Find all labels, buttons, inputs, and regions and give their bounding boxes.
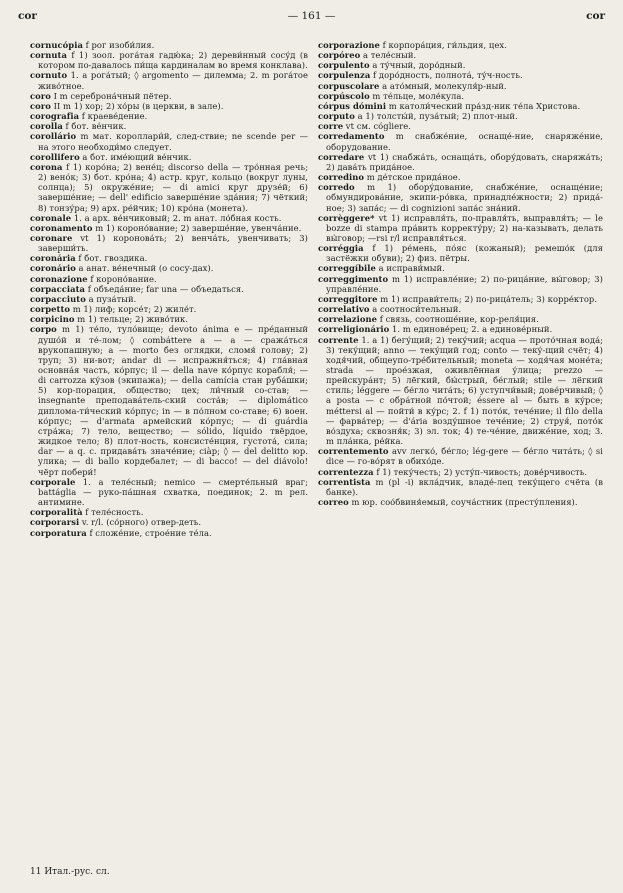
dictionary-entry [30,111,308,121]
dictionary-entry [318,213,603,243]
entry-headword: coronária [30,253,76,264]
dictionary-entry [318,101,603,111]
entry-definition: m 1) те́ло, туло́вище; devoto ánima e — пре́данный душо́й и те́-лом; ◊ combáttere a — a — сража́ться врукопашную; a — morto без оглядки, сломя́ голову; 2) труп; 3) ни-вот; andar di — испражня́ться; 4) гла́вная основна́я часть, ко́рпус; il — della nave ко́рпус корабля́; — di carrozza ку́зов (экипажа); — della camícia стан руба́шки; 5) кор-порация, общество; цех; ли́чный со-став; — insegnante преподава́тель-ский соста́в; — diplomático диплома-ти́ческий ко́рпус; in — в по́лном со-ставе; 6) воен. ко́рпус; — d'armata армейский ко́рпус; — di guárdia стра́жа; 7) тело, вещество; — sólido, líquido твёрдое, жидкое тело; 8) плот-ность, консисте́нция, густота́, сила; dar — a q. c. придава́ть значе́ние; ciàp; ◊ — del delitto юр. улика; — di ballo кордебалет; — di bacco! — del diávolo! чёрт побери́! [38,324,308,477]
entry-headword: coronazione [30,273,88,284]
entry-definition: a бот. име́ющий ве́нчик. [79,151,192,162]
dictionary-entry [30,517,308,527]
dictionary-entry [30,294,308,304]
dictionary-entry [30,162,308,213]
dictionary-entry [30,101,308,111]
entry-definition: f связь, соотноше́ние, кор-реля́ция. [377,314,539,325]
dictionary-entry [318,152,603,172]
entry-definition: a 1) толсты́й, пуза́тый; 2) плот-ный. [354,111,518,122]
dictionary-entry [318,121,603,131]
entry-headword: corredo [318,182,355,193]
entry-definition: f корпора́ция, ги́льдия, цех. [379,40,507,50]
entry-definition: vt см. cógliere. [343,121,411,132]
entry-definition: m снабже́ние, оснаще́-ние, снаряже́ние, оборудование. [326,131,603,152]
entry-definition: m 1) лиф; корсе́т; 2) жиле́т. [70,304,197,315]
entry-headword: correggitore [318,293,378,304]
entry-definition: m католи́ческий пра́зд-ник те́ла Христова. [386,100,581,111]
entry-definition: f объеда́ние; far una — объедаться. [85,283,244,294]
dictionary-entry [318,172,603,182]
entry-definition: a исправи́мый. [375,263,445,274]
entry-definition: a анат. ве́нечный (о сосу-дах). [75,263,214,274]
entry-headword: correntezza [318,466,374,477]
dictionary-entry [318,131,603,151]
right-column [318,40,603,507]
dictionary-entry [318,50,603,60]
entry-definition: a ато́мный, молекуля́р-ный. [379,80,507,91]
entry-definition: f короно́вание. [87,273,157,284]
entry-headword: corollário [30,131,77,142]
dictionary-entry [318,324,603,334]
entry-headword: cornuto [30,70,68,81]
entry-definition: m де́тское прида́ное. [364,172,461,183]
footer-signature: 11 Итал.-рус. сл. [30,867,110,877]
entry-headword: cornuta [30,50,67,61]
entry-definition: m юр. соо́бвиня́емый, соуча́стник (престу́пления). [348,497,578,508]
dictionary-entry [30,284,308,294]
entry-definition: vt 1) исправля́ть, по-правля́ть, выправля́ть; — le bozze di stampa пра́вить корректу́ру; 2) на-казывать, делать вы́говор; —rsi r/l исправля́ться. [326,212,603,243]
entry-headword: correggimento [318,273,389,284]
entry-definition: 1. m единове́рец; 2. a единове́рный. [389,324,553,335]
entry-headword: corredino [318,172,365,183]
dictionary-entry [30,50,308,70]
entry-definition: f бот. гвоздика. [75,253,148,264]
entry-headword: corporale [30,476,76,487]
dictionary-entry [318,467,603,477]
entry-headword: correo [318,497,349,508]
entry-headword: corporarsi [30,517,80,528]
dictionary-entry [30,233,308,253]
dictionary-entry [318,335,603,447]
entry-headword: corrèggere* [318,212,375,223]
entry-headword: coronale [30,212,72,223]
entry-definition: m те́льце, моле́кула. [369,90,465,101]
entry-definition: f 1) коро́на; 2) вене́ц; discorso della — тро́нная речь; 2) вено́к; 3) бот. кро́на; 4) астр. круг, кольцо (вокруг луны, солнца); 5) окруже́ние; — di amici круг друзе́й; 6) заверше́ние; — dell' edificio заверше́ние зда́ния; 7) чёткий; 8) тонзу́ра; 9) арх. ре́йчик; 10) кро́на (монета). [38,161,308,213]
entry-headword: corpulenza [318,70,371,81]
dictionary-entry [318,477,603,497]
entry-definition: f теле́сность. [82,507,144,518]
entry-headword: corpo [30,324,57,335]
entry-definition: f бот. ве́нчик. [62,121,127,132]
dictionary-entry [30,253,308,263]
entry-headword: correlativo [318,304,370,315]
dictionary-entry [30,131,308,151]
entry-headword: corollifero [30,151,80,162]
entry-headword: corredamento [318,131,385,142]
dictionary-entry [30,223,308,233]
entry-headword: corpóreo [318,50,361,61]
dictionary-entry [318,40,603,50]
header-left-guide-word: cor [18,10,37,22]
page-number: — 161 — [287,10,336,22]
entry-definition: vt 1) снабжа́ть, оснаща́ть, обору́довать, снаряжа́ть; 2) дава́ть прида́ное. [326,151,603,172]
dictionary-entry [318,263,603,273]
entry-definition: 1. a арх. ве́нчиковый; 2. m анат. ло́бная кость. [71,212,282,223]
entry-definition: m 1) исправле́ние; 2) по-рица́ние, вы́говор; 3) управле́ние. [326,273,603,294]
entry-definition: vt 1) коронова́ть; 2) венча́ть, увенчивать; 3) заверши́ть. [38,232,308,254]
entry-definition: I m сереброна́чный пётер. [50,90,172,101]
dictionary-entry [30,40,308,50]
entry-headword: corputo [318,111,355,122]
entry-headword: corpacciata [30,283,86,294]
dictionary-entry [30,507,308,517]
entry-definition: a теле́сный. [360,50,417,61]
dictionary-entry [30,91,308,101]
entry-definition: m 1) короно́вание; 2) заверше́ние, увенча́ние. [92,222,302,233]
dictionary-entry [30,213,308,223]
dictionary-entry [30,263,308,273]
entry-headword: corpicino [30,314,75,325]
entry-definition: v. r/l. (со́рного) отвер-деть. [79,517,202,528]
dictionary-entry [318,446,603,466]
entry-definition: 1. a теле́сный; nemico — смерте́льный враг; battáglia — руко-па́шная схватка, поединок; 2. m рел. антимине. [38,476,308,508]
dictionary-entry [318,60,603,70]
entry-headword: corolla [30,121,63,132]
entry-definition: avv легко́, бе́гло; lég-gere — бе́гло чита́ть; ◊ si dice — го-во́рят в обихо́де. [326,446,603,467]
entry-definition: m 1) исправи́тель; 2) по-рица́тель; 3) корре́ктор. [377,293,598,304]
dictionary-entry [318,70,603,80]
entry-headword: correntista [318,476,371,487]
dictionary-entry [30,304,308,314]
entry-headword: corpetto [30,304,71,315]
dictionary-entry [318,274,603,294]
dictionary-entry [30,324,308,476]
entry-headword: cornucópia [30,40,83,50]
entry-headword: corréggia [318,243,364,254]
entry-headword: corpulento [318,60,370,71]
entry-definition: f 1) зоол. рога́тая гадю́ка; 2) дереви́нный сосу́д (в котором по-давалось пи́ща кардиналам во время конклава). [38,50,308,71]
entry-definition: m мат. короллари́й, след-ствие; ne scende per — на этого необходи́мо следует. [38,131,308,152]
entry-headword: corpúscolo [318,90,370,101]
entry-headword: coro [30,100,51,111]
entry-headword: correlazione [318,314,377,325]
entry-definition: a ту́чный, доро́дный. [369,60,466,71]
dictionary-entry [318,304,603,314]
entry-headword: corpacciuto [30,293,86,304]
entry-headword: corpuscolare [318,80,380,91]
entry-headword: corporalità [30,507,83,518]
dictionary-entry [30,152,308,162]
dictionary-entry [30,314,308,324]
entry-headword: corona [30,161,63,172]
entry-headword: coronário [30,263,76,274]
entry-headword: corredare [318,151,365,162]
entry-headword: coronamento [30,222,93,233]
entry-definition: 1. a 1) бегу́щий; 2) теку́чий; acqua — прото́чная вода́; 3) теку́щий; anno — теку́щий год; conto — теку́-щий счёт; 4) ходя́чий, общеупо-тре́бительный; moneta — ходя́чая моне́та; strada — прое́зжая, оживлённая у́лица; prezzo — прейскура́нт; 5) лёгкий, бы́стрый, бе́глый; stile — лёгкий стиль; léggere — бе́гло чита́ть; 6) уступчи́вый; дове́рчивый; ◊ a posta — с обра́тной по́чтой; éssere al — быть в ку́рсе; méttersi al — пойти́ в ку́рс; 2. f 1) пото́к, тече́ние; il filo della — фарва́тер; — d'ária возду́шное тече́ние; 2) струя́, пото́к во́здуха; сквозня́к; 3) эл. ток; 4) те-че́ние, движе́ние, ход; 3. m пла́нка, ре́йка. [326,334,603,447]
entry-headword: correntemento [318,446,389,457]
dictionary-entry [318,294,603,304]
entry-definition: f доро́дность, полнота́, ту́ч-ность. [370,70,523,81]
entry-definition: a пуза́тый. [85,293,137,304]
entry-headword: correligionário [318,324,390,335]
dictionary-entry [318,81,603,91]
entry-definition: a соотноси́тельный. [369,304,462,315]
running-header [18,8,605,24]
dictionary-entry [318,91,603,101]
entry-headword: corporazione [318,40,380,50]
dictionary-entry [30,528,308,538]
entry-headword: corografia [30,111,80,122]
entry-definition: 1. a рога́тый; ◊ argomento — дилемма; 2. m рога́тое живо́тное. [38,70,308,91]
dictionary-entry [30,274,308,284]
dictionary-entry [318,243,603,263]
dictionary-entry [30,121,308,131]
entry-definition: f сложе́ние, строе́ние те́ла. [86,527,212,538]
dictionary-entry [30,477,308,507]
left-column [30,40,308,538]
entry-definition: f краеве́дение. [79,111,148,122]
entry-headword: coro [30,90,51,101]
dictionary-entry [318,111,603,121]
entry-definition: f 1) ре́мень, по́яс (кожаный); ремешо́к (для застёжки обуви); 2) физ. пётры. [326,243,603,264]
entry-headword: corre [318,121,344,132]
entry-definition: f 1) теку́честь; 2) усту́п-чивость; дове́рчивость. [373,466,588,477]
entry-headword: corrente [318,334,359,345]
entry-definition: m 1) тельце; 2) живо́тик. [74,314,189,325]
dictionary-entry [318,314,603,324]
entry-headword: córpus dómini [318,100,387,111]
entry-definition: II m 1) хор; 2) хо́ры (в церкви, в зале). [50,100,224,111]
dictionary-entry [30,70,308,90]
entry-headword: coronare [30,232,73,243]
dictionary-entry [318,497,603,507]
dictionary-entry [318,182,603,212]
entry-headword: correggíbile [318,263,376,274]
entry-headword: corporatura [30,527,87,538]
entry-definition: m 1) обору́дование, снабже́ние, оснаще́ние; обмундирова́ние, экипи-ро́вка, принадле́жности; 2) прида́-ное; 3) запа́с; — di cognizioni запа́с зна́ний. [326,182,603,213]
entry-definition: m (pl -i) вкла́дчик, владе́-лец теку́щего счёта (в банке). [326,476,603,497]
entry-definition: f рог изоби́лия. [82,40,155,50]
header-right-guide-word: cor [586,10,605,22]
